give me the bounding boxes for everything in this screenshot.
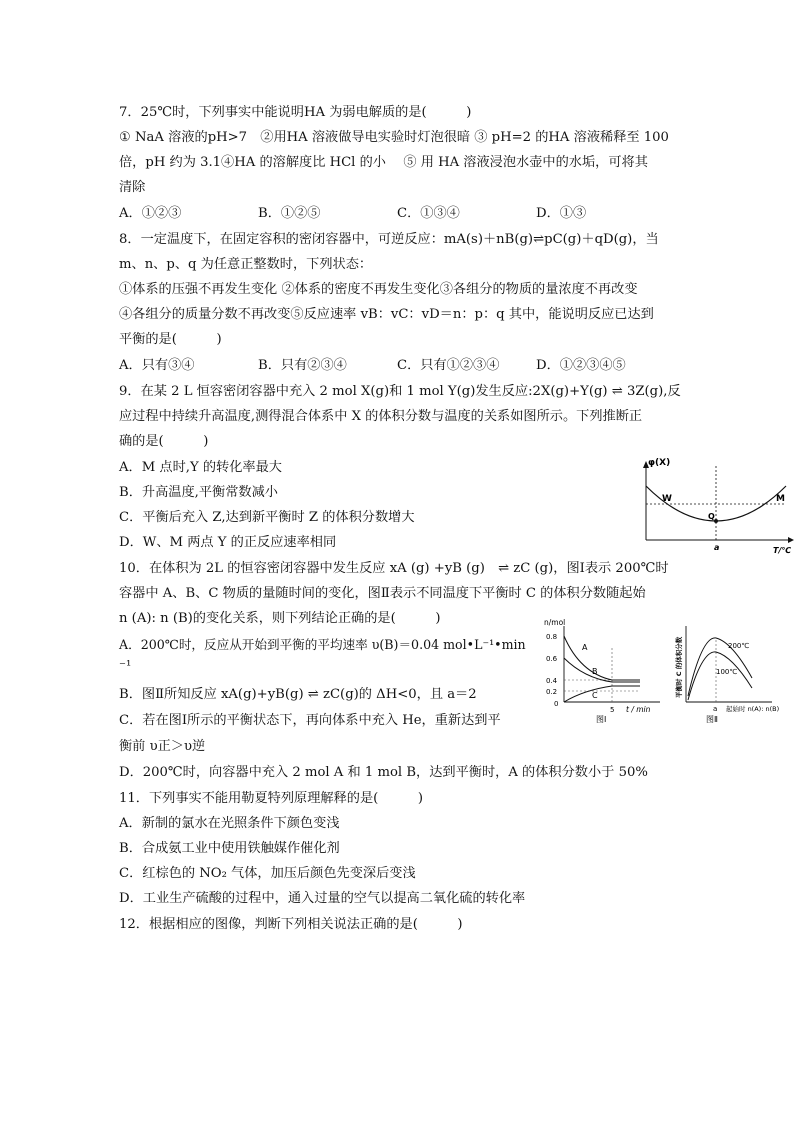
q11-option-a: A．新制的氯水在光照条件下颜色变浅 (119, 816, 340, 831)
q9-line-3: 确的是( ) (119, 434, 209, 449)
q9-x-arrow (788, 537, 794, 543)
q7-stem: 7．25℃时，下列事实中能说明HA 为弱电解质的是( ) (119, 105, 472, 120)
q11-stem: 11．下列事实不能用勒夏特列原理解释的是( ) (119, 791, 424, 806)
fig1-label-a: A (582, 643, 588, 652)
fig1-tick-08: 0.8 (546, 633, 558, 641)
q9-label-w: W (662, 494, 672, 504)
fig1-tick-5: 5 (610, 706, 615, 714)
q10-line-3: n (A): n (B)的变化关系，则下列结论正确的是( ) (119, 611, 441, 626)
fig1-x-label: t / min (626, 705, 651, 714)
fig2-y-label: 平衡时 C 的体积分数 (675, 636, 683, 698)
q7-option-c: C．①③④ (397, 206, 460, 221)
q7-line-3: 清除 (119, 180, 146, 195)
q7-line-2: 倍，pH 约为 3.1④HA 的溶解度比 HCl 的小 ⑤ 用 HA 溶液浸泡水壶中的水垢，可将其 (119, 155, 648, 170)
q7-option-b: B．①②⑤ (258, 206, 321, 221)
q9-label-m: M (776, 494, 785, 504)
q9-y-label: φ(X) (648, 458, 671, 468)
fig2-tick-a: a (713, 705, 718, 713)
q10-option-c: C．若在图Ⅰ所示的平衡状态下，再向体系中充入 He，重新达到平 (119, 713, 501, 728)
q9-line-1: 9．在某 2 L 恒容密闭容器中充入 2 mol X(g)和 1 mol Y(g)发生反应:2X(g)+Y(g) ⇌ 3Z(g),反 (119, 384, 681, 399)
q10-option-a: A．200℃时，反应从开始到平衡的平均速率 υ(B)＝0.04 mol•L⁻¹•min (119, 637, 526, 652)
q11-option-d: D．工业生产硫酸的过程中，通入过量的空气以提高二氧化硫的转化率 (119, 891, 526, 906)
q7-option-a: A．①②③ (119, 206, 182, 221)
fig1-tick-04: 0.4 (546, 677, 558, 685)
q8-option-b: B．只有②③④ (258, 358, 347, 373)
fig1-curve-a (564, 636, 640, 680)
q8-line-4: ④各组分的质量分数不再改变⑤反应速率 vB：vC：vD＝n：p：q 其中，能说明反应已达到 (119, 307, 654, 322)
q8-line-1: 8．一定温度下，在固定容积的密闭容器中，可逆反应：mA(s)＋nB(g)⇌pC(g)＋qD(g)，当 (119, 232, 659, 247)
q8-option-d: D．①②③④⑤ (536, 358, 626, 373)
fig1-label-b: B (592, 667, 598, 676)
q10-line-1: 10．在体积为 2L 的恒容密闭容器中发生反应 xA (g) +yB (g) ⇌ zC (g)，图Ⅰ表示 200℃时 (119, 561, 669, 576)
q10-option-a-cont: ⁻¹ (119, 659, 132, 674)
q12-stem: 12．根据相应的图像，判断下列相关说法正确的是( ) (119, 917, 463, 932)
fig1-curve-c (564, 686, 640, 702)
fig1-tick-02: 0.2 (546, 688, 558, 696)
q7-option-d: D．①③ (536, 206, 587, 221)
q9-option-d: D．W、M 两点 Y 的正反应速率相同 (119, 535, 337, 550)
fig1-tick-06: 0.6 (546, 655, 558, 663)
fig1-tick-0: 0 (554, 700, 559, 708)
q8-line-3: ①体系的压强不再发生变化 ②体系的密度不再发生变化③各组分的物质的量浓度不再改变 (119, 282, 638, 297)
q11-option-c: C．红棕色的 NO₂ 气体，加压后颜色先变深后变浅 (119, 866, 416, 881)
q10-line-2: 容器中 A、B、C 物质的量随时间的变化，图Ⅱ表示不同温度下平衡时 C 的体积分数随起始 (119, 586, 646, 601)
fig1-curve-b (564, 658, 640, 682)
q9-label-q: Q (708, 512, 715, 521)
q9-label-a: a (714, 543, 720, 552)
q9-option-a: A．M 点时,Y 的转化率最大 (119, 460, 282, 475)
q7-line-1: ① NaA 溶液的pH>7 ②用HA 溶液做导电实验时灯泡很暗 ③ pH=2 的HA 溶液稀释至 100 (119, 130, 669, 145)
q8-option-a: A．只有③④ (119, 358, 195, 373)
q10-figure-2 (672, 616, 792, 726)
q9-x-label: T/℃ (773, 546, 792, 555)
q9-option-b: B．升高温度,平衡常数减小 (119, 485, 278, 500)
q8-option-c: C．只有①②③④ (397, 358, 500, 373)
q10-option-d: D．200℃时，向容器中充入 2 mol A 和 1 mol B，达到平衡时，A 的体积分数小于 50% (119, 765, 648, 780)
q8-line-5: 平衡的是( ) (119, 332, 222, 347)
q9-figure (636, 456, 794, 556)
fig2-label-200: 200℃ (728, 642, 750, 650)
q10-figure-1 (540, 618, 670, 726)
fig1-label-c: C (592, 691, 598, 700)
q9-line-2: 应过程中持续升高温度,测得混合体系中 X 的体积分数与温度的关系如图所示。下列推断正 (119, 409, 643, 424)
fig1-y-label: n/mol (544, 618, 566, 627)
fig2-x-label: 起始时 n(A): n(B) (726, 705, 780, 713)
q11-option-b: B．合成氨工业中使用铁触媒作催化剂 (119, 841, 340, 856)
fig2-caption: 图Ⅱ (706, 715, 718, 724)
q8-line-2: m、n、p、q 为任意正整数时，下列状态： (119, 257, 373, 272)
q9-option-c: C．平衡后充入 Z,达到新平衡时 Z 的体积分数增大 (119, 510, 415, 525)
fig2-label-100: 100℃ (716, 668, 738, 676)
fig1-caption: 图Ⅰ (596, 715, 607, 724)
q10-option-b: B．图Ⅱ所知反应 xA(g)+yB(g) ⇌ zC(g)的 ΔH<0，且 a＝2 (119, 687, 477, 702)
q10-option-c-cont: 衡前 υ正＞υ逆 (119, 739, 206, 754)
